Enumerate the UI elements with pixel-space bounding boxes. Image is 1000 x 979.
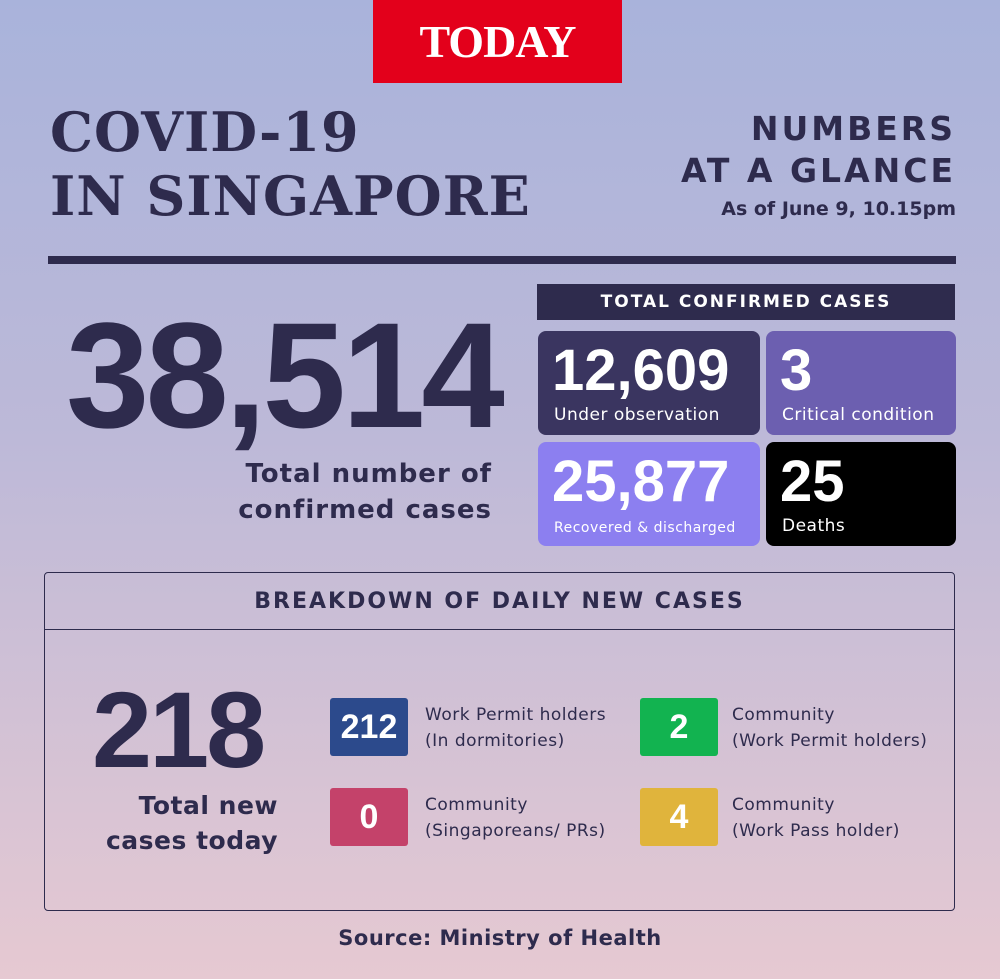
stat-card-under-observation bbox=[538, 331, 760, 435]
stat-card-critical bbox=[766, 331, 956, 435]
subtitle-line-2: AT A GLANCE bbox=[680, 151, 956, 190]
category-line-1: Work Permit holders bbox=[425, 705, 607, 725]
category-line-2: (Singaporeans/ PRs) bbox=[425, 821, 606, 841]
badge-community-sg-pr: 0 bbox=[330, 788, 408, 846]
badge-work-permit-dorm: 212 bbox=[330, 698, 408, 756]
page-subtitle bbox=[681, 108, 956, 192]
total-cases-label-line-1: Total number of bbox=[245, 459, 492, 489]
logo-text: TODAY bbox=[419, 16, 576, 67]
badge-community-work-pass: 4 bbox=[640, 788, 718, 846]
category-line-1: Community bbox=[732, 705, 835, 725]
total-cases-label-line-2: confirmed cases bbox=[238, 495, 492, 525]
header-divider bbox=[48, 256, 956, 264]
breakdown-title: BREAKDOWN OF DAILY NEW CASES bbox=[44, 573, 955, 630]
stat-label: Critical condition bbox=[782, 405, 935, 425]
stat-card-recovered bbox=[538, 442, 760, 546]
total-confirmed-header: TOTAL CONFIRMED CASES bbox=[537, 284, 955, 320]
total-cases-value: 38,514 bbox=[66, 291, 501, 459]
stat-label: Recovered & discharged bbox=[554, 520, 736, 536]
daily-total-label-line-1: Total new bbox=[138, 791, 278, 820]
category-line-2: (Work Pass holder) bbox=[732, 821, 900, 841]
stat-value: 3 bbox=[780, 338, 813, 403]
stat-label: Deaths bbox=[782, 516, 846, 536]
stat-value: 25 bbox=[780, 449, 845, 514]
as-of-timestamp: As of June 9, 10.15pm bbox=[721, 198, 956, 220]
category-work-permit-dorm bbox=[425, 702, 606, 754]
page-title bbox=[50, 100, 570, 228]
category-line-2: (Work Permit holders) bbox=[732, 731, 928, 751]
stat-value: 12,609 bbox=[552, 338, 730, 403]
stat-value: 25,877 bbox=[552, 449, 730, 514]
category-line-2: (In dormitories) bbox=[425, 731, 565, 751]
daily-total-label-line-2: cases today bbox=[105, 826, 278, 855]
daily-total-label bbox=[60, 788, 278, 858]
source-credit: Source: Ministry of Health bbox=[338, 926, 662, 950]
category-community-work-permit bbox=[732, 702, 927, 754]
category-line-1: Community bbox=[732, 795, 835, 815]
stat-card-deaths bbox=[766, 442, 956, 546]
title-line-2: IN SINGAPORE bbox=[50, 164, 531, 228]
stat-label: Under observation bbox=[554, 405, 720, 425]
badge-community-work-permit: 2 bbox=[640, 698, 718, 756]
total-cases-label bbox=[200, 456, 492, 528]
category-community-sg-pr bbox=[425, 792, 606, 844]
title-line-1: COVID-19 bbox=[50, 100, 360, 164]
category-line-1: Community bbox=[425, 795, 528, 815]
subtitle-line-1: NUMBERS bbox=[750, 109, 956, 148]
daily-total-value: 218 bbox=[92, 669, 264, 790]
today-logo bbox=[373, 0, 622, 83]
category-community-work-pass bbox=[732, 792, 900, 844]
